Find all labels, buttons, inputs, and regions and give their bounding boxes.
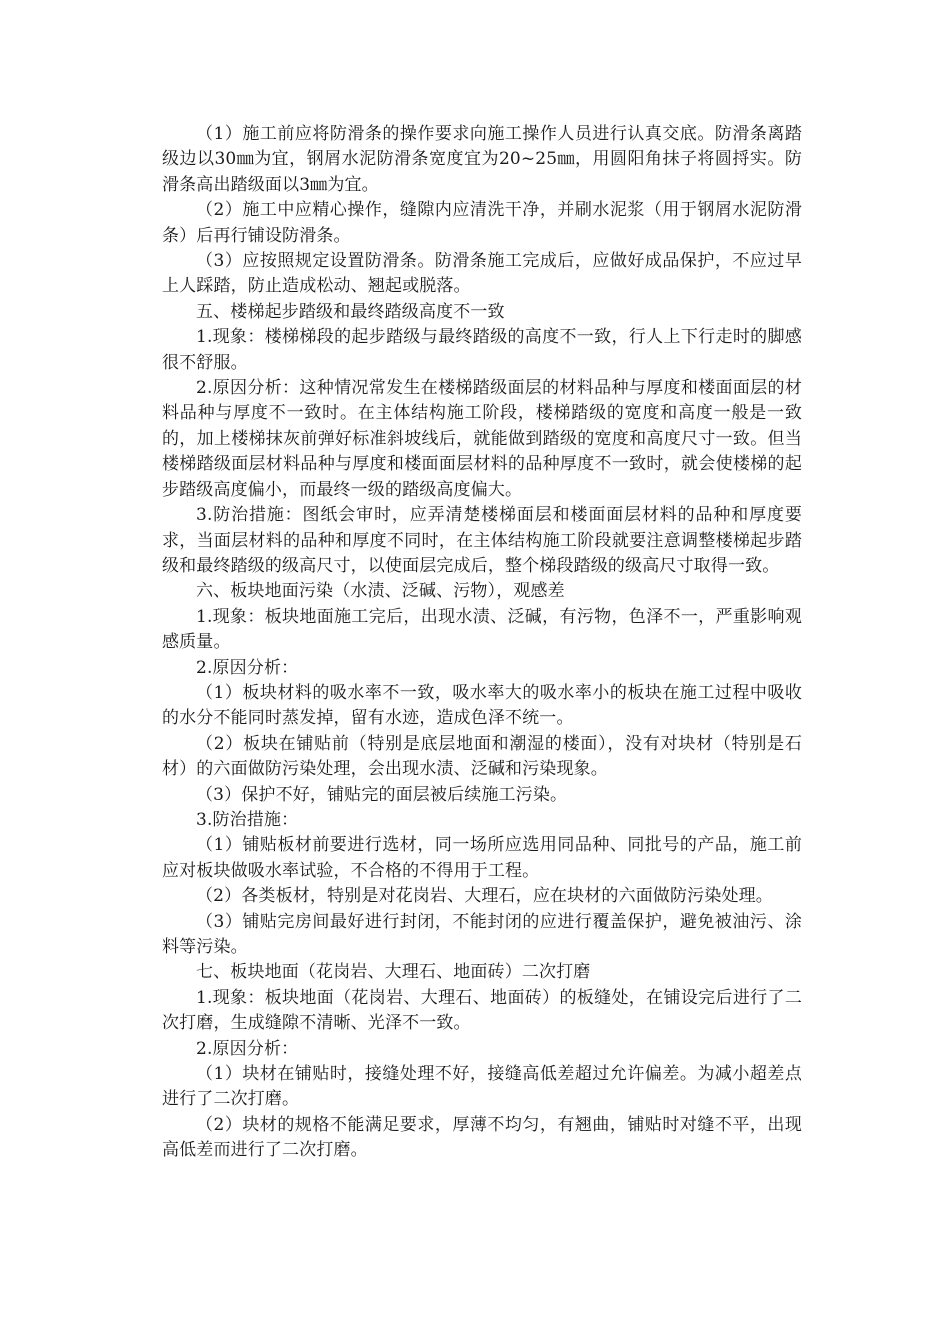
paragraph: 1.现象：楼梯梯段的起步踏级与最终踏级的高度不一致，行人上下行走时的脚感很不舒服。: [162, 327, 802, 373]
paragraph: （3）铺贴完房间最好进行封闭，不能封闭的应进行覆盖保护，避免被油污、涂料等污染。: [162, 911, 802, 957]
paragraph: （3）保护不好，铺贴完的面层被后续施工污染。: [196, 784, 568, 805]
paragraph: 3.防治措施：图纸会审时，应弄清楚楼梯面层和楼面面层材料的品种和厚度要求，当面层材料的品种和厚度不同时，在主体结构施工阶段就要注意调整楼梯起步踏级和最终踏级的级高尺寸，以使面层完成后，整个梯段踏级的级高尺寸取得一致。: [162, 505, 802, 576]
paragraph: （2）施工中应精心操作，缝隙内应清洗干净，并刷水泥浆（用于钢屑水泥防滑条）后再行铺设防滑条。: [162, 200, 802, 246]
paragraph: （1）铺贴板材前要进行选材，同一场所应选用同品种、同批号的产品，施工前应对板块做吸水率试验，不合格的不得用于工程。: [162, 835, 802, 881]
section-heading: 六、板块地面污染（水渍、泛碱、污物），观感差: [196, 581, 565, 602]
paragraph: （1）块材在铺贴时，接缝处理不好，接缝高低差超过允许偏差。为减小超差点进行了二次打磨。: [162, 1064, 802, 1110]
paragraph: （1）施工前应将防滑条的操作要求向施工操作人员进行认真交底。防滑条离踏级边以30㎜为宜，钢屑水泥防滑条宽度宜为20~25㎜，用圆阳角抹子将圆捋实。防滑条高出踏级面以3㎜为宜。: [162, 124, 802, 195]
paragraph: 2.原因分析：这种情况常发生在楼梯踏级面层的材料品种与厚度和楼面面层的材料品种与厚度不一致时。在主体结构施工阶段，楼梯踏级的宽度和高度一般是一致的，加上楼梯抹灰前弹好标准斜坡线后，就能做到踏级的宽度和高度尺寸一致。但当楼梯踏级面层材料品种与厚度和楼面面层材料的品种厚度不一致时，就会使楼梯的起步踏级高度偏小，而最终一级的踏级高度偏大。: [162, 378, 802, 500]
paragraph: 2.原因分析：: [196, 657, 299, 678]
paragraph: （3）应按照规定设置防滑条。防滑条施工完成后，应做好成品保护，不应过早上人踩踏，防止造成松动、翘起或脱落。: [162, 251, 802, 297]
section-heading: 五、楼梯起步踏级和最终踏级高度不一致: [196, 301, 505, 322]
section-heading: 七、板块地面（花岗岩、大理石、地面砖）二次打磨: [196, 962, 591, 983]
paragraph: （2）各类板材，特别是对花岗岩、大理石，应在块材的六面做防污染处理。: [196, 886, 773, 907]
paragraph: 1.现象：板块地面（花岗岩、大理石、地面砖）的板缝处，在铺设完后进行了二次打磨，生成缝隙不清晰、光泽不一致。: [162, 987, 802, 1034]
paragraph: （1）板块材料的吸水率不一致，吸水率大的吸水率小的板块在施工过程中吸收的水分不能同时蒸发掉，留有水迹，造成色泽不统一。: [162, 682, 802, 729]
paragraph: 1.现象：板块地面施工完后，出现水渍、泛碱，有污物，色泽不一，严重影响观感质量。: [162, 606, 802, 653]
paragraph: （2）板块在铺贴前（特别是底层地面和潮湿的楼面），没有对块材（特别是石材）的六面做防污染处理，会出现水渍、泛碱和污染现象。: [162, 733, 802, 780]
paragraph: （2）块材的规格不能满足要求，厚薄不均匀，有翘曲，铺贴时对缝不平，出现高低差而进行了二次打磨。: [162, 1114, 802, 1161]
document-page: [162, 122, 802, 1164]
paragraph: 2.原因分析：: [196, 1038, 299, 1059]
paragraph: 3.防治措施：: [196, 809, 299, 830]
